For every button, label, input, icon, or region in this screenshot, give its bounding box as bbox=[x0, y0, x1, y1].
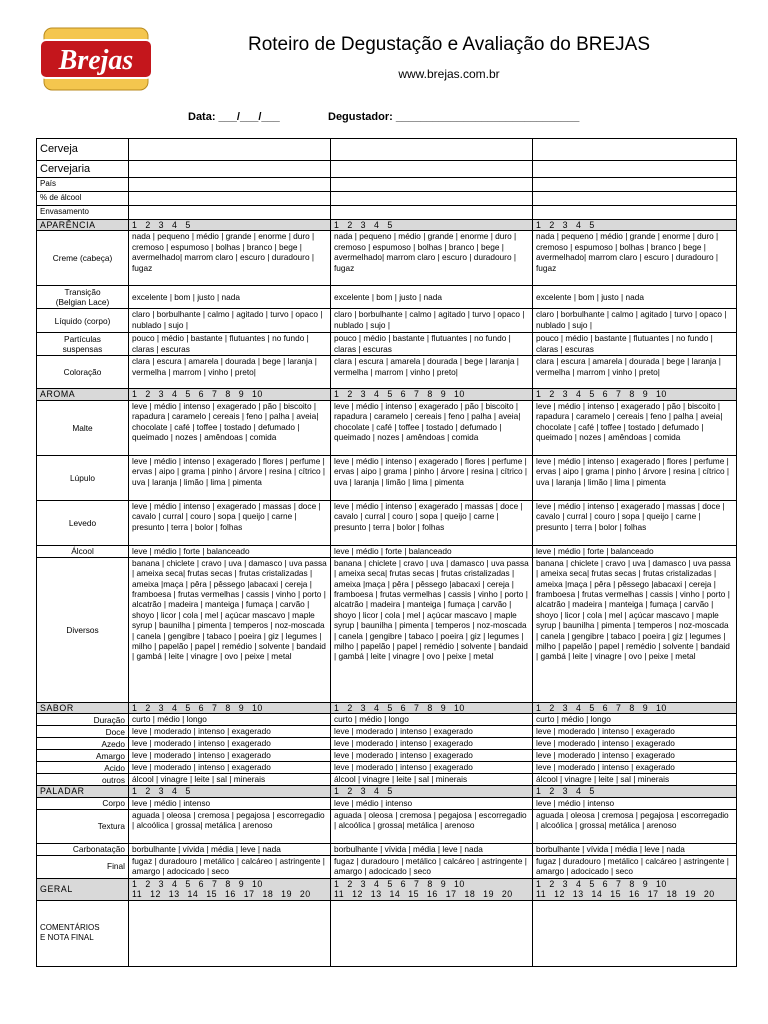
descriptor-cell[interactable]: aguada | oleosa | cremosa | pegajosa | escorregadio | alcoólica | grossa| metálica | arenoso bbox=[129, 809, 331, 843]
descriptor-cell[interactable]: borbulhante | vívida | média | leve | nada bbox=[533, 843, 737, 855]
rating-scale-cell[interactable]: 1 2 3 4 5 6 7 8 9 10 bbox=[533, 389, 737, 400]
descriptor-cell[interactable]: claro | borbulhante | calmo | agitado | turvo | opaco | nublado | sujo | bbox=[129, 309, 331, 333]
descriptor-cell[interactable]: leve | moderado | intenso | exagerado bbox=[533, 726, 737, 738]
descriptor-cell[interactable]: leve | médio | intenso bbox=[331, 797, 533, 809]
descriptor-cell[interactable]: pouco | médio | bastante | flutuantes | no fundo | claras | escuras bbox=[533, 333, 737, 356]
rating-scale-cell[interactable]: 1 2 3 4 5 bbox=[129, 220, 331, 231]
beer-entry-cell[interactable] bbox=[129, 139, 331, 161]
descriptor-cell[interactable]: excelente | bom | justo | nada bbox=[129, 286, 331, 309]
row-label: % de álcool bbox=[37, 192, 129, 206]
table-row bbox=[37, 333, 737, 356]
descriptor-cell[interactable]: leve | médio | intenso bbox=[533, 797, 737, 809]
rating-scale-cell[interactable]: 1 2 3 4 5 6 7 8 9 10 11 12 13 14 15 16 17 18 19 20 bbox=[331, 878, 533, 900]
row-label: Textura bbox=[37, 809, 129, 843]
row-label: SABOR bbox=[37, 702, 129, 713]
descriptor-cell[interactable]: leve | médio | intenso | exagerado | pão | biscoito | rapadura | caramelo | cereais | feno | palha | aveia| chocolate | café | toffee | tostado | defumado | queimado | nozes | amêndoas | comida bbox=[331, 400, 533, 455]
row-label: Álcool bbox=[37, 545, 129, 557]
table-row bbox=[37, 797, 737, 809]
table-row bbox=[37, 545, 737, 557]
descriptor-cell[interactable]: leve | moderado | intenso | exagerado bbox=[129, 738, 331, 750]
descriptor-cell[interactable]: aguada | oleosa | cremosa | pegajosa | escorregadio | alcoólica | grossa| metálica | arenoso bbox=[331, 809, 533, 843]
descriptor-cell[interactable]: borbulhante | vívida | média | leve | nada bbox=[331, 843, 533, 855]
table-row bbox=[37, 286, 737, 309]
descriptor-cell[interactable]: clara | escura | amarela | dourada | bege | laranja | vermelha | marrom | vinho | preto| bbox=[331, 356, 533, 389]
table-row bbox=[37, 726, 737, 738]
descriptor-cell[interactable]: banana | chiclete | cravo | uva | damasco | uva passa | ameixa seca| frutas secas | frutas cristalizadas | ameixa |maça | pêra | pêssego |abacaxi | cereja | framboesa | frutas vermelhas | cassis | vinho | porto | alcatrão | madeira | manteiga | fumaça | carvão | shoyo | licor | cola | mel | açúcar mascavo | maple syrup | baunilha | pimenta | temperos | noz-moscada | canela | gengibre | tabaco | poeira | giz | legumes | milho | papelão | papel | remédio | solvente | bandaid | gambá | leite | vinagre | ovo | peixe | metal bbox=[533, 557, 737, 702]
descriptor-cell[interactable]: claro | borbulhante | calmo | agitado | turvo | opaco | nublado | sujo | bbox=[331, 309, 533, 333]
row-label: Final bbox=[37, 855, 129, 878]
beer-entry-cell[interactable] bbox=[129, 192, 331, 206]
table-row bbox=[37, 843, 737, 855]
row-label: Envasamento bbox=[37, 206, 129, 220]
rating-scale-cell[interactable]: 1 2 3 4 5 6 7 8 9 10 bbox=[129, 702, 331, 713]
beer-entry-cell[interactable] bbox=[129, 178, 331, 192]
descriptor-cell[interactable]: pouco | médio | bastante | flutuantes | no fundo | claras | escuras bbox=[331, 333, 533, 356]
descriptor-cell[interactable]: leve | moderado | intenso | exagerado bbox=[331, 750, 533, 762]
descriptor-cell[interactable]: clara | escura | amarela | dourada | bege | laranja | vermelha | marrom | vinho | preto| bbox=[533, 356, 737, 389]
row-label: PALADAR bbox=[37, 786, 129, 797]
descriptor-cell[interactable]: leve | moderado | intenso | exagerado bbox=[331, 726, 533, 738]
table-row bbox=[37, 139, 737, 161]
descriptor-cell[interactable]: banana | chiclete | cravo | uva | damasco | uva passa | ameixa seca| frutas secas | frutas cristalizadas | ameixa |maça | pêra | pêssego |abacaxi | cereja | framboesa | frutas vermelhas | cassis | vinho | porto | alcatrão | madeira | manteiga | fumaça | carvão | shoyo | licor | cola | mel | açúcar mascavo | maple syrup | baunilha | pimenta | temperos | noz-moscada | canela | gengibre | tabaco | poeira | giz | legumes | milho | papelão | papel | remédio | solvente | bandaid | gambá | leite | vinagre | ovo | peixe | metal bbox=[331, 557, 533, 702]
descriptor-cell[interactable]: curto | médio | longo bbox=[129, 714, 331, 726]
descriptor-cell[interactable]: álcool | vinagre | leite | sal | minerais bbox=[533, 774, 737, 786]
descriptor-cell[interactable]: leve | médio | intenso | exagerado | flores | perfume | ervas | aipo | grama | pinho | árvore | resina | cítrico | uva | laranja | limão | lima | pimenta bbox=[533, 455, 737, 500]
row-label: Transição (Belgian Lace) bbox=[37, 286, 129, 309]
row-label: Levedo bbox=[37, 500, 129, 545]
beer-entry-cell[interactable] bbox=[331, 192, 533, 206]
descriptor-cell[interactable]: leve | moderado | intenso | exagerado bbox=[129, 726, 331, 738]
row-label: Líquido (corpo) bbox=[37, 309, 129, 333]
section-row bbox=[37, 389, 737, 400]
descriptor-cell[interactable]: nada | pequeno | médio | grande | enorme | duro | cremoso | espumoso | bolhas | branco | bege | avermelhado| marrom claro | escuro | duradouro | fugaz bbox=[533, 231, 737, 286]
row-label: Creme (cabeça) bbox=[37, 231, 129, 286]
section-row bbox=[37, 220, 737, 231]
row-label: AROMA bbox=[37, 389, 129, 400]
descriptor-cell[interactable]: leve | médio | intenso | exagerado | flores | perfume | ervas | aipo | grama | pinho | árvore | resina | cítrico | uva | laranja | limão | lima | pimenta bbox=[331, 455, 533, 500]
row-label: Partículas suspensas bbox=[37, 333, 129, 356]
row-label: Duração bbox=[37, 714, 129, 726]
row-label: Acido bbox=[37, 762, 129, 774]
table-row bbox=[37, 231, 737, 286]
row-label: Coloração bbox=[37, 356, 129, 389]
descriptor-cell[interactable]: borbulhante | vívida | média | leve | nada bbox=[129, 843, 331, 855]
table-row bbox=[37, 774, 737, 786]
rating-scale-cell[interactable]: 1 2 3 4 5 bbox=[533, 220, 737, 231]
descriptor-cell[interactable]: fugaz | duradouro | metálico | calcáreo | astringente | amargo | adocicado | seco bbox=[533, 855, 737, 878]
table-row bbox=[37, 161, 737, 178]
rating-scale-cell[interactable]: 1 2 3 4 5 bbox=[331, 786, 533, 797]
beer-entry-cell[interactable] bbox=[331, 900, 533, 966]
descriptor-cell[interactable]: leve | médio | intenso | exagerado | massas | doce | cavalo | curral | couro | sopa | queijo | carne | presunto | terra | bolor | folhas bbox=[129, 500, 331, 545]
descriptor-cell[interactable]: fugaz | duradouro | metálico | calcáreo | astringente | amargo | adocicado | seco bbox=[129, 855, 331, 878]
rating-scale-cell[interactable]: 1 2 3 4 5 6 7 8 9 10 bbox=[331, 702, 533, 713]
date-field[interactable]: Data: ___/___/___ bbox=[188, 111, 280, 123]
beer-entry-cell[interactable] bbox=[331, 178, 533, 192]
row-label: GERAL bbox=[37, 878, 129, 900]
descriptor-cell[interactable]: leve | médio | intenso | exagerado | massas | doce | cavalo | curral | couro | sopa | queijo | carne | presunto | terra | bolor | folhas bbox=[533, 500, 737, 545]
beer-entry-cell[interactable] bbox=[533, 139, 737, 161]
descriptor-cell[interactable]: leve | moderado | intenso | exagerado bbox=[533, 750, 737, 762]
rating-scale-cell[interactable]: 1 2 3 4 5 6 7 8 9 10 11 12 13 14 15 16 17 18 19 20 bbox=[129, 878, 331, 900]
table-row bbox=[37, 750, 737, 762]
table-row bbox=[37, 738, 737, 750]
row-label: COMENTÁRIOS E NOTA FINAL bbox=[37, 900, 129, 966]
descriptor-cell[interactable]: leve | médio | intenso | exagerado | flores | perfume | ervas | aipo | grama | pinho | árvore | resina | cítrico | uva | laranja | limão | lima | pimenta bbox=[129, 455, 331, 500]
table-row bbox=[37, 557, 737, 702]
beer-entry-cell[interactable] bbox=[533, 161, 737, 178]
row-label: outros bbox=[37, 774, 129, 786]
table-row bbox=[37, 356, 737, 389]
table-row bbox=[37, 192, 737, 206]
beer-entry-cell[interactable] bbox=[129, 161, 331, 178]
beer-entry-cell[interactable] bbox=[331, 139, 533, 161]
beer-entry-cell[interactable] bbox=[331, 161, 533, 178]
table-row bbox=[37, 809, 737, 843]
descriptor-cell[interactable]: banana | chiclete | cravo | uva | damasco | uva passa | ameixa seca| frutas secas | frutas cristalizadas | ameixa |maça | pêra | pêssego |abacaxi | cereja | framboesa | frutas vermelhas | cassis | vinho | porto | alcatrão | madeira | manteiga | fumaça | carvão | shoyo | licor | cola | mel | açúcar mascavo | maple syrup | baunilha | pimenta | temperos | noz-moscada | canela | gengibre | tabaco | poeira | giz | legumes | milho | papelão | papel | remédio | solvente | bandaid | gambá | leite | vinagre | ovo | peixe | metal bbox=[129, 557, 331, 702]
logo-text: Brejas bbox=[58, 45, 134, 76]
descriptor-cell[interactable]: curto | médio | longo bbox=[331, 714, 533, 726]
row-label: APARÊNCIA bbox=[37, 220, 129, 231]
descriptor-cell[interactable]: curto | médio | longo bbox=[533, 714, 737, 726]
table-row bbox=[37, 178, 737, 192]
table-row bbox=[37, 309, 737, 333]
rating-scale-cell[interactable]: 1 2 3 4 5 6 7 8 9 10 bbox=[129, 389, 331, 400]
row-label: Diversos bbox=[37, 557, 129, 702]
descriptor-cell[interactable]: leve | médio | intenso | exagerado | pão | biscoito | rapadura | caramelo | cereais | feno | palha | aveia| chocolate | café | toffee | tostado | defumado | queimado | nozes | amêndoas | comida bbox=[129, 400, 331, 455]
descriptor-cell[interactable]: claro | borbulhante | calmo | agitado | turvo | opaco | nublado | sujo | bbox=[533, 309, 737, 333]
brejas-logo bbox=[38, 22, 154, 96]
table-row bbox=[37, 762, 737, 774]
descriptor-cell[interactable]: leve | médio | forte | balanceado bbox=[129, 545, 331, 557]
descriptor-cell[interactable]: leve | moderado | intenso | exagerado bbox=[129, 750, 331, 762]
descriptor-cell[interactable]: leve | moderado | intenso | exagerado bbox=[331, 738, 533, 750]
section-row bbox=[37, 786, 737, 797]
rating-scale-cell[interactable]: 1 2 3 4 5 6 7 8 9 10 bbox=[331, 389, 533, 400]
beer-entry-cell[interactable] bbox=[331, 206, 533, 220]
descriptor-cell[interactable]: leve | médio | forte | balanceado bbox=[533, 545, 737, 557]
descriptor-cell[interactable]: pouco | médio | bastante | flutuantes | no fundo | claras | escuras bbox=[129, 333, 331, 356]
row-label: Lúpulo bbox=[37, 455, 129, 500]
table-row bbox=[37, 400, 737, 455]
table-row bbox=[37, 500, 737, 545]
row-label: Amargo bbox=[37, 750, 129, 762]
section-row bbox=[37, 702, 737, 713]
site-url: www.brejas.com.br bbox=[398, 67, 500, 81]
beer-entry-cell[interactable] bbox=[533, 900, 737, 966]
rating-scale-cell[interactable]: 1 2 3 4 5 bbox=[129, 786, 331, 797]
beer-entry-cell[interactable] bbox=[533, 178, 737, 192]
descriptor-cell[interactable]: excelente | bom | justo | nada bbox=[331, 286, 533, 309]
row-label: Corpo bbox=[37, 797, 129, 809]
descriptor-cell[interactable]: leve | moderado | intenso | exagerado bbox=[533, 738, 737, 750]
descriptor-cell[interactable]: excelente | bom | justo | nada bbox=[533, 286, 737, 309]
row-label: Cervejaria bbox=[37, 161, 129, 178]
descriptor-cell[interactable]: leve | médio | intenso bbox=[129, 797, 331, 809]
descriptor-cell[interactable]: leve | médio | intenso | exagerado | massas | doce | cavalo | curral | couro | sopa | queijo | carne | presunto | terra | bolor | folhas bbox=[331, 500, 533, 545]
descriptor-cell[interactable]: leve | moderado | intenso | exagerado bbox=[331, 762, 533, 774]
row-label: Doce bbox=[37, 726, 129, 738]
descriptor-cell[interactable]: leve | moderado | intenso | exagerado bbox=[129, 762, 331, 774]
descriptor-cell[interactable]: clara | escura | amarela | dourada | bege | laranja | vermelha | marrom | vinho | preto| bbox=[129, 356, 331, 389]
descriptor-cell[interactable]: fugaz | duradouro | metálico | calcáreo | astringente | amargo | adocicado | seco bbox=[331, 855, 533, 878]
rating-scale-cell[interactable]: 1 2 3 4 5 6 7 8 9 10 bbox=[533, 702, 737, 713]
table-row bbox=[37, 900, 737, 966]
page-title: Roteiro de Degustação e Avaliação do BREJAS bbox=[247, 34, 651, 55]
beer-entry-cell[interactable] bbox=[129, 206, 331, 220]
descriptor-cell[interactable]: álcool | vinagre | leite | sal | minerais bbox=[331, 774, 533, 786]
table-row bbox=[37, 855, 737, 878]
rating-scale-cell[interactable]: 1 2 3 4 5 bbox=[331, 220, 533, 231]
beer-entry-cell[interactable] bbox=[533, 192, 737, 206]
row-label: Azedo bbox=[37, 738, 129, 750]
section-row bbox=[37, 878, 737, 900]
descriptor-cell[interactable]: leve | médio | forte | balanceado bbox=[331, 545, 533, 557]
descriptor-cell[interactable]: leve | médio | intenso | exagerado | pão | biscoito | rapadura | caramelo | cereais | feno | palha | aveia| chocolate | café | toffee | tostado | defumado | queimado | nozes | amêndoas | comida bbox=[533, 400, 737, 455]
row-label: Malte bbox=[37, 400, 129, 455]
row-label: Carbonatação bbox=[37, 843, 129, 855]
descriptor-cell[interactable]: aguada | oleosa | cremosa | pegajosa | escorregadio | alcoólica | grossa| metálica | arenoso bbox=[533, 809, 737, 843]
evaluation-table bbox=[36, 138, 737, 967]
rating-scale-cell[interactable]: 1 2 3 4 5 bbox=[533, 786, 737, 797]
table-row bbox=[37, 206, 737, 220]
taster-field[interactable]: Degustador: ______________________________ bbox=[328, 111, 580, 123]
row-label: Cerveja bbox=[37, 139, 129, 161]
beer-entry-cell[interactable] bbox=[533, 206, 737, 220]
descriptor-cell[interactable]: nada | pequeno | médio | grande | enorme | duro | cremoso | espumoso | bolhas | branco | bege | avermelhado| marrom claro | escuro | duradouro | fugaz bbox=[129, 231, 331, 286]
rating-scale-cell[interactable]: 1 2 3 4 5 6 7 8 9 10 11 12 13 14 15 16 17 18 19 20 bbox=[533, 878, 737, 900]
table-row bbox=[37, 455, 737, 500]
table-row bbox=[37, 714, 737, 726]
beer-entry-cell[interactable] bbox=[129, 900, 331, 966]
row-label: País bbox=[37, 178, 129, 192]
descriptor-cell[interactable]: leve | moderado | intenso | exagerado bbox=[533, 762, 737, 774]
descriptor-cell[interactable]: álcool | vinagre | leite | sal | minerais bbox=[129, 774, 331, 786]
descriptor-cell[interactable]: nada | pequeno | médio | grande | enorme | duro | cremoso | espumoso | bolhas | branco | bege | avermelhado| marrom claro | escuro | duradouro | fugaz bbox=[331, 231, 533, 286]
